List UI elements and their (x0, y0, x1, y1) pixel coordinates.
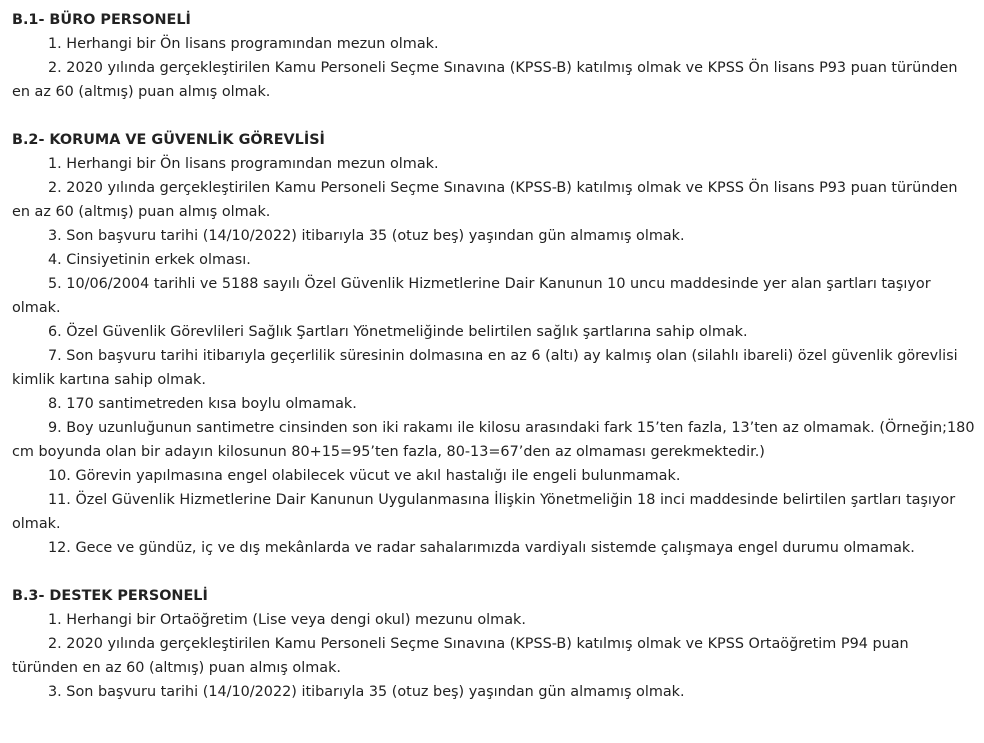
requirement-item: 11. Özel Güvenlik Hizmetlerine Dair Kanunun Uygulanmasına İlişkin Yönetmeliğin 18 inci maddesinde belirtilen şartları taşıyor olmak. (12, 492, 956, 532)
section-title: B.2- KORUMA VE GÜVENLİK GÖREVLİSİ (12, 132, 325, 148)
section-title: B.1- BÜRO PERSONELİ (12, 12, 191, 28)
section-buro-personeli (12, 8, 984, 104)
requirement-item: 1. Herhangi bir Ön lisans programından mezun olmak. (48, 36, 439, 52)
requirement-item: 9. Boy uzunluğunun santimetre cinsinden son iki rakamı ile kilosu arasındaki fark 15’ten fazla, 13’ten az olmamak. (Örneğin;180 cm boyunda olan bir adayın kilosunun 80+15=95’ten fazla, 80-13=67’den az olmaması gerekmektedir.) (12, 420, 975, 460)
requirement-item: 3. Son başvuru tarihi (14/10/2022) itibarıyla 35 (otuz beş) yaşından gün almamış olmak. (48, 684, 685, 700)
requirement-item: 2. 2020 yılında gerçekleştirilen Kamu Personeli Seçme Sınavına (KPSS-B) katılmış olmak ve KPSS Ön lisans P93 puan türünden en az 60 (altmış) puan almış olmak. (12, 180, 958, 220)
requirement-item: 10. Görevin yapılmasına engel olabilecek vücut ve akıl hastalığı ile engeli bulunmamak. (48, 468, 681, 484)
requirement-item: 8. 170 santimetreden kısa boylu olmamak. (48, 396, 357, 412)
requirement-item: 7. Son başvuru tarihi itibarıyla geçerlilik süresinin dolmasına en az 6 (altı) ay kalmış olan (silahlı ibareli) özel güvenlik görevlisi kimlik kartına sahip olmak. (12, 348, 958, 388)
requirement-item: 6. Özel Güvenlik Görevlileri Sağlık Şartları Yönetmeliğinde belirtilen sağlık şartlarına sahip olmak. (48, 324, 748, 340)
requirement-item: 4. Cinsiyetinin erkek olması. (48, 252, 251, 268)
section-destek-personeli (12, 584, 984, 704)
requirement-item: 12. Gece ve gündüz, iç ve dış mekânlarda ve radar sahalarımızda vardiyalı sistemde çalışmaya engel durumu olmamak. (48, 540, 915, 556)
requirements-list (12, 152, 984, 560)
requirements-list (12, 608, 984, 704)
requirement-item: 1. Herhangi bir Ön lisans programından mezun olmak. (48, 156, 439, 172)
requirement-item: 2. 2020 yılında gerçekleştirilen Kamu Personeli Seçme Sınavına (KPSS-B) katılmış olmak ve KPSS Ortaöğretim P94 puan türünden en az 60 (altmış) puan almış olmak. (12, 636, 909, 676)
requirement-item: 1. Herhangi bir Ortaöğretim (Lise veya dengi okul) mezunu olmak. (48, 612, 526, 628)
section-koruma-guvenlik (12, 128, 984, 560)
section-title: B.3- DESTEK PERSONELİ (12, 588, 208, 604)
requirements-list (12, 32, 984, 104)
requirement-item: 3. Son başvuru tarihi (14/10/2022) itibarıyla 35 (otuz beş) yaşından gün almamış olmak. (48, 228, 685, 244)
requirement-item: 5. 10/06/2004 tarihli ve 5188 sayılı Özel Güvenlik Hizmetlerine Dair Kanunun 10 uncu maddesinde yer alan şartları taşıyor olmak. (12, 276, 931, 316)
requirement-item: 2. 2020 yılında gerçekleştirilen Kamu Personeli Seçme Sınavına (KPSS-B) katılmış olmak ve KPSS Ön lisans P93 puan türünden en az 60 (altmış) puan almış olmak. (12, 60, 958, 100)
